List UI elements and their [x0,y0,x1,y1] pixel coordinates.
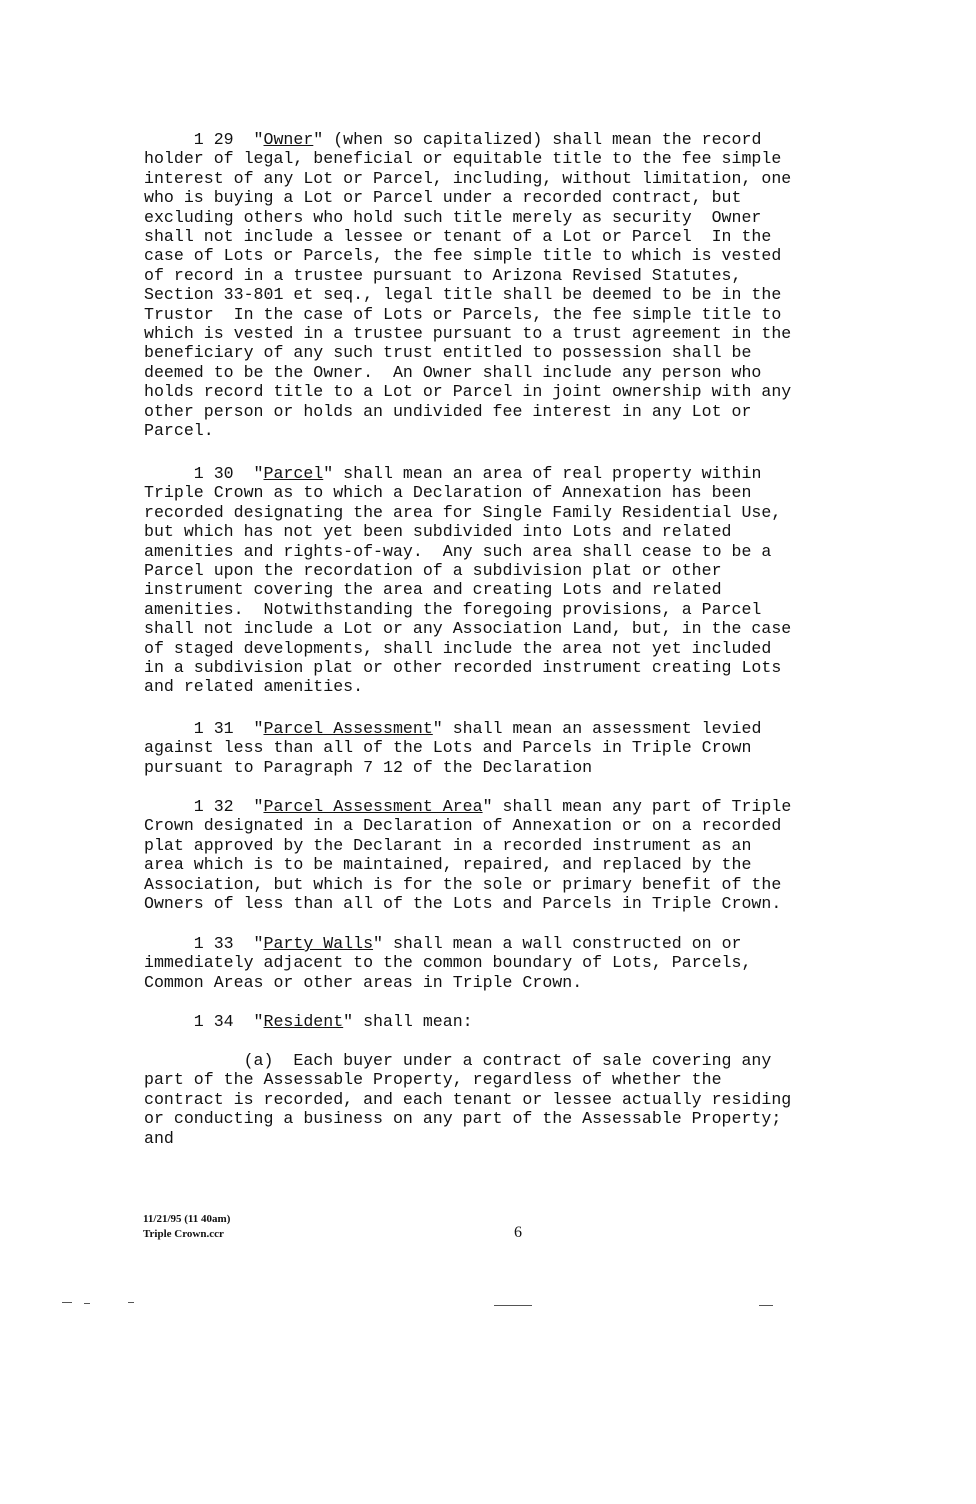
scan-artifact [494,1305,532,1306]
section-body: " shall mean an area of real property within Triple Crown as to which a Declaration of Annexation has been recorded designating the area for Single Family Residential Use, but which has not yet been subdivided into Lots and related amenities and rights-of-way. Any such area shall cease to be a Parcel upon the recordation of a subdivision plat or other instrument covering the area and creating Lots and related amenities. Notwithstanding the foregoing provisions, a Parcel shall not include a Lot or any Association Land, but, in the case of staged developments, shall include the area not yet included in a subdivision plat or other recorded instrument creating Lots and related amenities. [144,464,792,697]
scan-artifact [759,1305,773,1306]
section-body: " shall mean any part of Triple Crown designated in a Declaration of Annexation or on a recorded plat approved by the Declarant in a recorded instrument as an area which is to be maintained, repaired, and replaced by the Association, but which is for the sole or primary benefit of the Owners of less than all of the Lots and Parcels in Triple Crown. [144,797,792,914]
footer-date: 11/21/95 (11 40am) [143,1213,231,1225]
section-body: (a) Each buyer under a contract of sale covering any part of the Assessable Property, regardless of whether the contract is recorded, and each tenant or lessee actually residing or conducting a business on any part of the Assessable Property; and [144,1051,792,1148]
section-body: " shall mean an assessment levied against less than all of the Lots and Parcels in Triple Crown pursuant to Paragraph 7 12 of the Declaration [144,719,762,777]
section-lead: 1 29 " [144,130,264,149]
section-1-34 [144,1012,914,1031]
defined-term-parcel-assessment-area: Parcel Assessment Area [263,797,483,816]
scan-artifact [62,1302,72,1303]
section-body: " shall mean: [343,1012,473,1031]
section-1-29 [144,130,914,441]
section-1-30 [144,464,914,697]
section-1-31 [144,719,914,777]
page-number: 6 [514,1224,522,1241]
footer-filename: Triple Crown.ccr [143,1228,224,1240]
section-1-34-a [144,1051,914,1148]
defined-term-party-walls: Party Walls [263,934,374,953]
scan-artifact [84,1303,90,1304]
section-lead: 1 31 " [144,719,264,738]
section-body: " (when so capitalized) shall mean the record holder of legal, beneficial or equitable title to the fee simple interest of any Lot or Parcel, including, without limitation, one who is buying a Lot or Parcel under a recorded contract, but excluding others who hold such title merely as security Owner shall not include a lessee or tenant of a Lot or Parcel In the case of Lots or Parcels, the fee simple title to which is vested of record in a trustee pursuant to Arizona Revised Statutes, Section 33-801 et seq., legal title shall be deemed to be in the Trustor In the case of Lots or Parcels, the fee simple title to which is vested in a trustee pursuant to a trust agreement in the beneficiary of any such trust entitled to possession shall be deemed to be the Owner. An Owner shall include any person who holds record title to a Lot or Parcel in joint ownership with any other person or holds an undivided fee interest in any Lot or Parcel. [144,130,792,441]
defined-term-owner: Owner [263,130,314,149]
section-body: " shall mean a wall constructed on or immediately adjacent to the common boundary of Lots, Parcels, Common Areas or other areas in Triple Crown. [144,934,752,992]
section-lead: 1 30 " [144,464,264,483]
section-lead: 1 32 " [144,797,264,816]
defined-term-resident: Resident [263,1012,344,1031]
defined-term-parcel-assessment: Parcel Assessment [263,719,433,738]
scan-artifact [128,1302,134,1303]
defined-term-parcel: Parcel [263,464,324,483]
footer-file-info [143,1212,230,1242]
section-1-33 [144,934,914,992]
section-1-32 [144,797,914,913]
section-lead: 1 33 " [144,934,264,953]
section-lead: 1 34 " [144,1012,264,1031]
